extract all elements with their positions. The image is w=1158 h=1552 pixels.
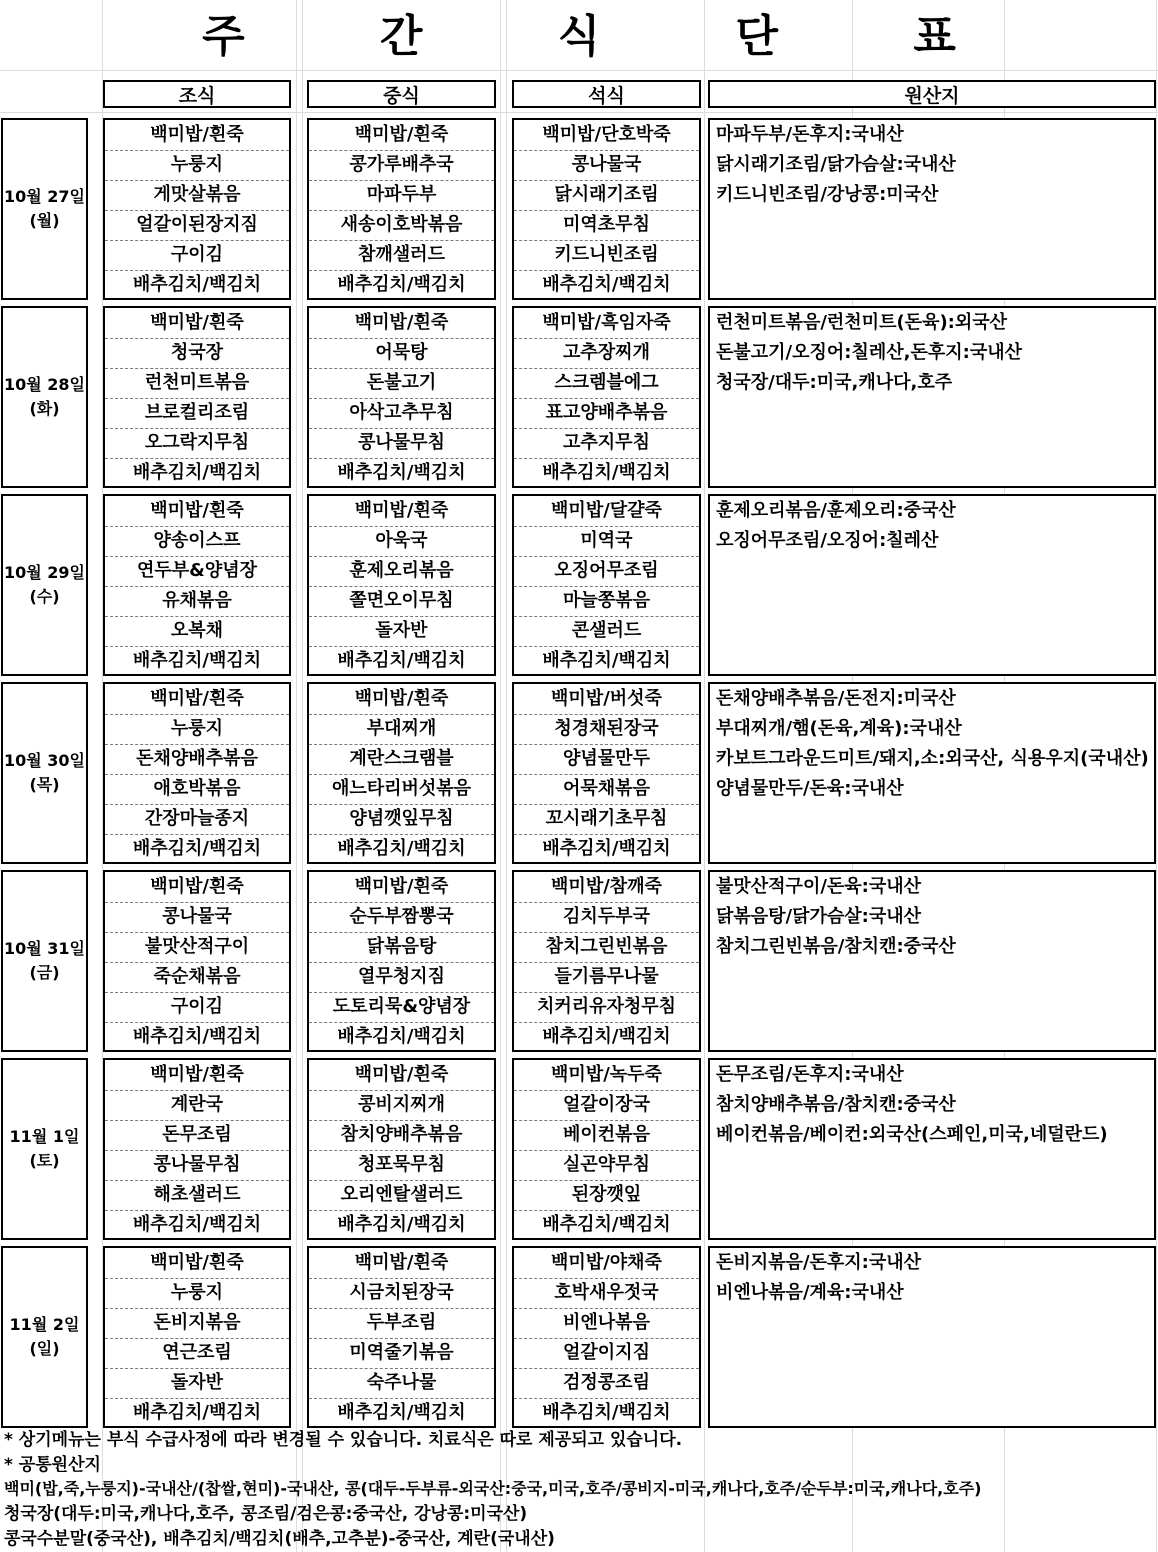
breakfast-menu-block: [103, 118, 291, 300]
dinner-menu-item: 배추김치/백김치: [542, 1026, 671, 1047]
header-lunch: 중식: [307, 80, 496, 108]
breakfast-menu-item: 양송이스프: [105, 526, 289, 557]
lunch-menu-block: [307, 494, 496, 676]
dinner-menu-item: 백미밥/흑임자죽: [514, 308, 699, 339]
lunch-menu-item: 콩비지찌개: [309, 1090, 494, 1121]
lunch-menu-item: 닭볶음탕: [309, 932, 494, 963]
dinner-menu-block: [512, 118, 701, 300]
date-cell: [1, 118, 88, 300]
dinner-menu-item: 치커리유자청무침: [514, 992, 699, 1023]
breakfast-menu-item: 애호박볶음: [105, 774, 289, 805]
lunch-menu-block: [307, 118, 496, 300]
dinner-menu-item: 백미밥/단호박죽: [514, 120, 699, 151]
footer-line: 백미(밥,죽,누룽지)-국내산/(찹쌀,현미)-국내산, 콩(대두-두부류-외국산:중국,미국,호주/콩비지-미국,캐나다,호주/순두부:미국,캐나다,호주): [4, 1479, 982, 1498]
dinner-menu-item: 배추김치/백김치: [542, 1402, 671, 1423]
footer-line: * 공통원산지: [4, 1455, 101, 1475]
date-cell: [1, 494, 88, 676]
dinner-menu-item: 얼갈이지짐: [514, 1338, 699, 1369]
breakfast-menu-block: [103, 1246, 291, 1428]
header-origin: 원산지: [708, 80, 1156, 108]
dinner-menu-item: 고추장찌개: [514, 338, 699, 369]
date-label: 11월 2일: [9, 1315, 80, 1334]
weekday-label: (토): [29, 1151, 60, 1170]
grid-line: [302, 0, 303, 1552]
origin-block: [708, 306, 1156, 488]
lunch-menu-block: [307, 1058, 496, 1240]
origin-item: 오징어무조림/오징어:칠레산: [716, 530, 939, 551]
dinner-menu-item: 청경채된장국: [514, 714, 699, 745]
dinner-menu-block: [512, 306, 701, 488]
breakfast-menu-item: 콩나물국: [105, 902, 289, 933]
dinner-menu-item: 닭시래기조림: [514, 180, 699, 211]
origin-item: 양념물만두/돈육:국내산: [716, 778, 904, 799]
date-label: 10월 27일: [3, 187, 85, 206]
lunch-menu-item: 아욱국: [309, 526, 494, 557]
date-cell: [1, 1058, 88, 1240]
dinner-menu-item: 배추김치/백김치: [542, 274, 671, 295]
dinner-menu-item: 베이컨볶음: [514, 1120, 699, 1151]
origin-item: 닭볶음탕/닭가슴살:국내산: [716, 906, 922, 927]
breakfast-menu-item: 간장마늘종지: [105, 804, 289, 835]
origin-item: 닭시래기조림/닭가슴살:국내산: [716, 154, 956, 175]
lunch-menu-item: 백미밥/흰죽: [309, 120, 494, 151]
dinner-menu-item: 들기름무나물: [514, 962, 699, 993]
breakfast-menu-item: 누룽지: [105, 714, 289, 745]
dinner-menu-item: 백미밥/달걀죽: [514, 496, 699, 527]
breakfast-menu-item: 구이김: [105, 992, 289, 1023]
origin-block: [708, 1058, 1156, 1240]
lunch-menu-item: 콩가루배추국: [309, 150, 494, 181]
dinner-menu-item: 백미밥/버섯죽: [514, 684, 699, 715]
origin-block: [708, 494, 1156, 676]
breakfast-menu-item: 백미밥/흰죽: [105, 120, 289, 151]
breakfast-menu-item: 백미밥/흰죽: [105, 1060, 289, 1091]
breakfast-menu-block: [103, 870, 291, 1052]
date-cell: [1, 682, 88, 864]
dinner-menu-item: 배추김치/백김치: [542, 838, 671, 859]
breakfast-menu-item: 게맛살볶음: [105, 180, 289, 211]
origin-block: [708, 682, 1156, 864]
breakfast-menu-item: 백미밥/흰죽: [105, 308, 289, 339]
breakfast-menu-item: 배추김치/백김치: [132, 1026, 262, 1047]
weekday-label: (수): [29, 587, 60, 606]
dinner-menu-item: 미역초무침: [514, 210, 699, 241]
breakfast-menu-item: 백미밥/흰죽: [105, 684, 289, 715]
dinner-menu-item: 얼갈이장국: [514, 1090, 699, 1121]
dinner-menu-item: 콘샐러드: [514, 616, 699, 647]
lunch-menu-item: 시금치된장국: [309, 1278, 494, 1309]
origin-block: [708, 870, 1156, 1052]
lunch-menu-item: 부대찌개: [309, 714, 494, 745]
lunch-menu-item: 돌자반: [309, 616, 494, 647]
breakfast-menu-item: 얼갈이된장지짐: [105, 210, 289, 241]
breakfast-menu-item: 배추김치/백김치: [132, 274, 262, 295]
lunch-menu-item: 훈제오리볶음: [309, 556, 494, 587]
date-cell: [1, 306, 88, 488]
lunch-menu-item: 참깨샐러드: [309, 240, 494, 271]
lunch-menu-item: 열무청지짐: [309, 962, 494, 993]
breakfast-menu-item: 배추김치/백김치: [132, 462, 262, 483]
origin-item: 카보트그라운드미트/돼지,소:외국산, 식용우지(국내산): [716, 748, 1149, 769]
grid-line: [506, 0, 507, 1552]
lunch-menu-item: 배추김치/백김치: [337, 1214, 466, 1235]
origin-item: 청국장/대두:미국,캐나다,호주: [716, 372, 953, 393]
grid-line: [1156, 0, 1157, 1552]
grid-line: [296, 0, 297, 1552]
breakfast-menu-item: 돌자반: [105, 1368, 289, 1399]
dinner-menu-item: 백미밥/참깨죽: [514, 872, 699, 903]
footer-line: 청국장(대두:미국,캐나다,호주, 콩조림/검은콩:중국산, 강낭콩:미국산): [4, 1504, 528, 1524]
lunch-menu-item: 백미밥/흰죽: [309, 1060, 494, 1091]
footer-line: 콩국수분말(중국산), 배추김치/백김치(배추,고추분)-중국산, 계란(국내산): [4, 1529, 555, 1549]
dinner-menu-item: 호박새우젓국: [514, 1278, 699, 1309]
lunch-menu-item: 미역줄기볶음: [309, 1338, 494, 1369]
breakfast-menu-block: [103, 682, 291, 864]
origin-item: 부대찌개/햄(돈육,계육):국내산: [716, 718, 962, 739]
date-label: 10월 28일: [3, 375, 85, 394]
breakfast-menu-item: 죽순채볶음: [105, 962, 289, 993]
weekday-label: (월): [29, 211, 60, 230]
breakfast-menu-item: 구이김: [105, 240, 289, 271]
dinner-menu-item: 스크렘블에그: [514, 368, 699, 399]
lunch-menu-block: [307, 682, 496, 864]
dinner-menu-item: 콩나물국: [514, 150, 699, 181]
dinner-menu-item: 키드니빈조림: [514, 240, 699, 271]
origin-block: [708, 1246, 1156, 1428]
grid-line: [704, 0, 705, 1552]
breakfast-menu-item: 백미밥/흰죽: [105, 1248, 289, 1279]
date-label: 10월 30일: [3, 751, 85, 770]
origin-item: 마파두부/돈후지:국내산: [716, 124, 904, 145]
dinner-menu-item: 미역국: [514, 526, 699, 557]
dinner-menu-item: 실곤약무침: [514, 1150, 699, 1181]
origin-item: 돈무조림/돈후지:국내산: [716, 1064, 904, 1085]
lunch-menu-item: 배추김치/백김치: [337, 650, 466, 671]
lunch-menu-item: 백미밥/흰죽: [309, 872, 494, 903]
date-cell: [1, 870, 88, 1052]
dinner-menu-item: 꼬시래기초무침: [514, 804, 699, 835]
weekday-label: (화): [29, 399, 60, 418]
lunch-menu-item: 배추김치/백김치: [337, 1402, 466, 1423]
footer-line: * 상기메뉴는 부식 수급사정에 따라 변경될 수 있습니다. 치료식은 따로 제공되고 있습니다.: [4, 1430, 683, 1450]
lunch-menu-item: 아삭고추무침: [309, 398, 494, 429]
lunch-menu-item: 오리엔탈샐러드: [309, 1180, 494, 1211]
dinner-menu-item: 고추지무침: [514, 428, 699, 459]
breakfast-menu-item: 돈비지볶음: [105, 1308, 289, 1339]
origin-item: 훈제오리볶음/훈제오리:중국산: [716, 500, 956, 521]
origin-item: 참치양배추볶음/참치캔:중국산: [716, 1094, 956, 1115]
breakfast-menu-item: 오그락지무침: [105, 428, 289, 459]
lunch-menu-item: 순두부짬뽕국: [309, 902, 494, 933]
origin-item: 비엔나볶음/계육:국내산: [716, 1282, 904, 1303]
lunch-menu-item: 배추김치/백김치: [337, 462, 466, 483]
breakfast-menu-item: 불맛산적구이: [105, 932, 289, 963]
breakfast-menu-item: 돈무조림: [105, 1120, 289, 1151]
origin-item: 키드니빈조림/강낭콩:미국산: [716, 184, 939, 205]
breakfast-menu-item: 배추김치/백김치: [132, 838, 262, 859]
dinner-menu-item: 백미밥/야채죽: [514, 1248, 699, 1279]
dinner-menu-item: 비엔나볶음: [514, 1308, 699, 1339]
lunch-menu-item: 계란스크램블: [309, 744, 494, 775]
grid-line: [500, 0, 501, 1552]
lunch-menu-item: 배추김치/백김치: [337, 1026, 466, 1047]
header-breakfast: 조식: [103, 80, 291, 108]
dinner-menu-item: 양념물만두: [514, 744, 699, 775]
weekday-label: (목): [29, 775, 60, 794]
breakfast-menu-item: 배추김치/백김치: [132, 1402, 262, 1423]
breakfast-menu-item: 콩나물무침: [105, 1150, 289, 1181]
dinner-menu-item: 백미밥/녹두죽: [514, 1060, 699, 1091]
breakfast-menu-item: 해초샐러드: [105, 1180, 289, 1211]
date-cell: [1, 1246, 88, 1428]
lunch-menu-item: 백미밥/흰죽: [309, 496, 494, 527]
lunch-menu-block: [307, 1246, 496, 1428]
date-label: 10월 29일: [3, 563, 85, 582]
lunch-menu-item: 콩나물무침: [309, 428, 494, 459]
origin-item: 돈불고기/오징어:칠레산,돈후지:국내산: [716, 342, 1023, 363]
dinner-menu-item: 어묵채볶음: [514, 774, 699, 805]
grid-line: [0, 70, 1158, 71]
origin-item: 참치그린빈볶음/참치캔:중국산: [716, 936, 956, 957]
breakfast-menu-item: 청국장: [105, 338, 289, 369]
dinner-menu-item: 검정콩조림: [514, 1368, 699, 1399]
breakfast-menu-item: 돈채양배추볶음: [105, 744, 289, 775]
lunch-menu-item: 백미밥/흰죽: [309, 684, 494, 715]
header-dinner: 석식: [512, 80, 701, 108]
dinner-menu-item: 배추김치/백김치: [542, 462, 671, 483]
breakfast-menu-item: 오복채: [105, 616, 289, 647]
origin-item: 베이컨볶음/베이컨:외국산(스페인,미국,네덜란드): [716, 1124, 1108, 1145]
date-label: 10월 31일: [3, 939, 85, 958]
lunch-menu-item: 돈불고기: [309, 368, 494, 399]
lunch-menu-item: 백미밥/흰죽: [309, 308, 494, 339]
breakfast-menu-item: 백미밥/흰죽: [105, 496, 289, 527]
origin-item: 돈비지볶음/돈후지:국내산: [716, 1252, 922, 1273]
dinner-menu-block: [512, 494, 701, 676]
lunch-menu-item: 백미밥/흰죽: [309, 1248, 494, 1279]
lunch-menu-item: 양념깻잎무침: [309, 804, 494, 835]
date-label: 11월 1일: [9, 1127, 80, 1146]
weekday-label: (금): [29, 963, 60, 982]
lunch-menu-item: 어묵탕: [309, 338, 494, 369]
breakfast-menu-block: [103, 306, 291, 488]
dinner-menu-item: 배추김치/백김치: [542, 1214, 671, 1235]
lunch-menu-item: 애느타리버섯볶음: [309, 774, 494, 805]
dinner-menu-item: 오징어무조림: [514, 556, 699, 587]
lunch-menu-block: [307, 306, 496, 488]
breakfast-menu-item: 계란국: [105, 1090, 289, 1121]
lunch-menu-item: 두부조림: [309, 1308, 494, 1339]
breakfast-menu-item: 연근조림: [105, 1338, 289, 1369]
grid-line: [0, 112, 1158, 113]
breakfast-menu-item: 유채볶음: [105, 586, 289, 617]
dinner-menu-block: [512, 1246, 701, 1428]
origin-item: 런천미트볶음/런천미트(돈육):외국산: [716, 312, 1008, 333]
breakfast-menu-item: 연두부&양념장: [105, 556, 289, 587]
breakfast-menu-item: 배추김치/백김치: [132, 650, 262, 671]
dinner-menu-item: 된장깻잎: [514, 1180, 699, 1211]
lunch-menu-item: 쫄면오이무침: [309, 586, 494, 617]
dinner-menu-item: 김치두부국: [514, 902, 699, 933]
breakfast-menu-block: [103, 494, 291, 676]
breakfast-menu-block: [103, 1058, 291, 1240]
origin-item: 불맛산적구이/돈육:국내산: [716, 876, 922, 897]
dinner-menu-item: 배추김치/백김치: [542, 650, 671, 671]
breakfast-menu-item: 브로컬리조림: [105, 398, 289, 429]
origin-item: 돈채양배추볶음/돈전지:미국산: [716, 688, 956, 709]
lunch-menu-block: [307, 870, 496, 1052]
lunch-menu-item: 새송이호박볶음: [309, 210, 494, 241]
lunch-menu-item: 숙주나물: [309, 1368, 494, 1399]
dinner-menu-item: 표고양배추볶음: [514, 398, 699, 429]
breakfast-menu-item: 백미밥/흰죽: [105, 872, 289, 903]
origin-block: [708, 118, 1156, 300]
dinner-menu-block: [512, 870, 701, 1052]
breakfast-menu-item: 런천미트볶음: [105, 368, 289, 399]
lunch-menu-item: 도토리묵&양념장: [309, 992, 494, 1023]
lunch-menu-item: 참치양배추볶음: [309, 1120, 494, 1151]
weekday-label: (일): [29, 1339, 60, 1358]
breakfast-menu-item: 배추김치/백김치: [132, 1214, 262, 1235]
dinner-menu-block: [512, 682, 701, 864]
lunch-menu-item: 배추김치/백김치: [337, 838, 466, 859]
lunch-menu-item: 배추김치/백김치: [337, 274, 466, 295]
dinner-menu-block: [512, 1058, 701, 1240]
breakfast-menu-item: 누룽지: [105, 150, 289, 181]
lunch-menu-item: 마파두부: [309, 180, 494, 211]
breakfast-menu-item: 누룽지: [105, 1278, 289, 1309]
dinner-menu-item: 참치그린빈볶음: [514, 932, 699, 963]
lunch-menu-item: 청포묵무침: [309, 1150, 494, 1181]
page-title: 주 간 식 단 표: [202, 11, 1016, 62]
dinner-menu-item: 마늘쫑볶음: [514, 586, 699, 617]
